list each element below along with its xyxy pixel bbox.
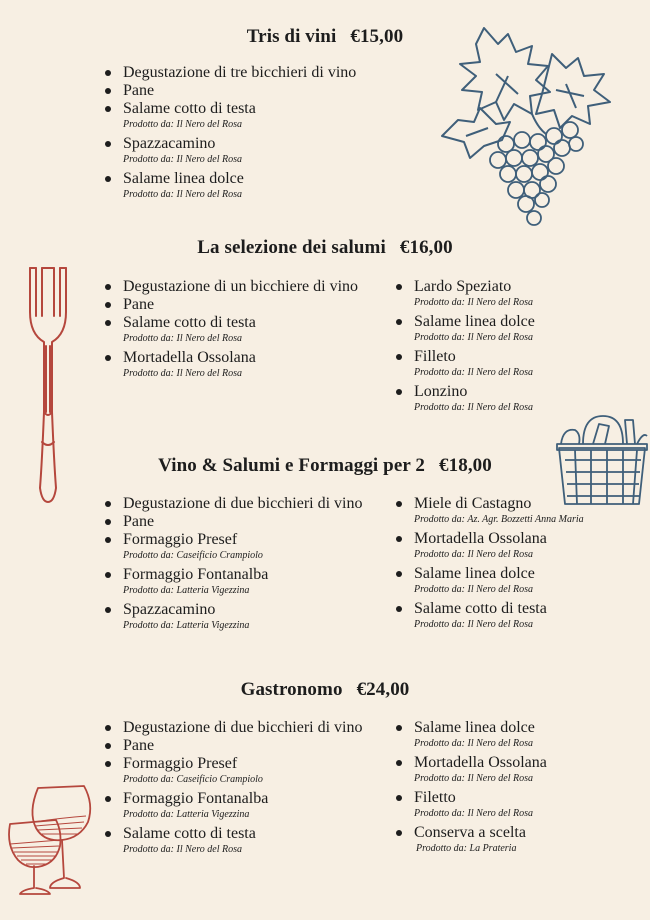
item-name: Pane (123, 737, 155, 754)
item-name: Degustazione di due bicchieri di vino (123, 495, 363, 512)
list-item (105, 170, 405, 202)
bullet-icon (396, 389, 402, 395)
item-producer: Prodotto da: Il Nero del Rosa (123, 333, 242, 344)
item-producer: Prodotto da: Il Nero del Rosa (414, 549, 533, 560)
bullet-icon (396, 571, 402, 577)
list-item (105, 719, 395, 737)
item-name: Lardo Speziato (414, 278, 512, 295)
list-item (105, 64, 405, 82)
list-item (105, 314, 395, 346)
item-producer: Prodotto da: Latteria Vigezzina (123, 620, 250, 631)
bullet-icon (105, 284, 111, 290)
list-item (105, 296, 395, 314)
item-name: Formaggio Fontanalba (123, 566, 269, 583)
item-producer: Prodotto da: Il Nero del Rosa (414, 619, 533, 630)
bullet-icon (105, 176, 111, 182)
list-item (396, 754, 626, 786)
picnic-basket-icon (553, 410, 650, 510)
bullet-icon (105, 355, 111, 361)
item-name: Mortadella Ossolana (414, 754, 547, 771)
section-name: La selezione dei salumi (197, 237, 386, 258)
item-name: Spazzacamino (123, 135, 216, 152)
list-item (105, 135, 405, 167)
left-column (105, 64, 405, 205)
item-producer: Prodotto da: Il Nero del Rosa (414, 773, 533, 784)
item-producer: Prodotto da: Il Nero del Rosa (414, 297, 533, 308)
list-item (105, 513, 395, 531)
item-producer: Prodotto da: Il Nero del Rosa (414, 367, 533, 378)
item-producer: Prodotto da: Il Nero del Rosa (123, 189, 242, 200)
section-name: Gastronomo (240, 679, 343, 700)
bullet-icon (396, 725, 402, 731)
bullet-icon (396, 536, 402, 542)
list-item (105, 100, 405, 132)
item-name: Degustazione di due bicchieri di vino (123, 719, 363, 736)
item-producer: Prodotto da: Latteria Vigezzina (123, 585, 250, 596)
wine-glasses-icon (4, 782, 98, 898)
item-producer: Prodotto da: Az. Agr. Bozzetti Anna Maria (414, 514, 584, 525)
item-producer: Prodotto da: Il Nero del Rosa (414, 402, 533, 413)
bullet-icon (105, 70, 111, 76)
bullet-icon (105, 725, 111, 731)
bullet-icon (396, 606, 402, 612)
right-column (396, 495, 641, 635)
item-producer: Prodotto da: Il Nero del Rosa (414, 584, 533, 595)
item-name: Formaggio Fontanalba (123, 790, 269, 807)
item-name: Degustazione di tre bicchieri di vino (123, 64, 357, 81)
grapes-icon (436, 24, 614, 230)
list-item (396, 348, 626, 380)
item-producer: Prodotto da: Il Nero del Rosa (414, 332, 533, 343)
item-producer: Prodotto da: Il Nero del Rosa (414, 808, 533, 819)
item-producer: Prodotto da: Il Nero del Rosa (123, 368, 242, 379)
list-item (396, 824, 626, 856)
item-name: Formaggio Presef (123, 531, 238, 548)
item-name: Mortadella Ossolana (414, 530, 547, 547)
item-name: Formaggio Presef (123, 755, 238, 772)
item-name: Salame linea dolce (414, 313, 535, 330)
item-name: Mortadella Ossolana (123, 349, 256, 366)
item-name: Spazzacamino (123, 601, 216, 618)
item-producer: Prodotto da: Caseificio Crampiolo (123, 774, 263, 785)
bullet-icon (105, 106, 111, 112)
list-item (396, 278, 626, 310)
bullet-icon (396, 795, 402, 801)
bullet-icon (105, 796, 111, 802)
item-producer: Prodotto da: Il Nero del Rosa (123, 119, 242, 130)
bullet-icon (105, 537, 111, 543)
section-name: Tris di vini (246, 26, 337, 47)
item-name: Filleto (414, 348, 456, 365)
left-column (105, 719, 395, 860)
list-item (396, 565, 641, 597)
bullet-icon (105, 88, 111, 94)
fork-icon (22, 262, 74, 506)
right-column (396, 278, 626, 418)
bullet-icon (105, 302, 111, 308)
item-producer: Prodotto da: Caseificio Crampiolo (123, 550, 263, 561)
list-item (105, 825, 395, 857)
list-item (105, 755, 395, 787)
item-producer: Prodotto da: La Prateria (416, 843, 517, 854)
list-item (105, 790, 395, 822)
bullet-icon (396, 354, 402, 360)
section-price: €15,00 (350, 26, 404, 47)
item-producer: Prodotto da: Il Nero del Rosa (123, 844, 242, 855)
item-name: Conserva a scelta (414, 824, 526, 841)
list-item (396, 719, 626, 751)
section-price: €18,00 (439, 455, 492, 476)
section-price: €16,00 (399, 237, 453, 258)
item-name: Filetto (414, 789, 456, 806)
bullet-icon (105, 320, 111, 326)
left-column (105, 278, 395, 384)
item-name: Salame linea dolce (414, 565, 535, 582)
item-name: Pane (123, 513, 155, 530)
bullet-icon (396, 830, 402, 836)
list-item (396, 789, 626, 821)
section-name: Vino & Salumi e Formaggi per 2 (158, 455, 426, 476)
bullet-icon (105, 519, 111, 525)
item-name: Pane (123, 82, 155, 99)
section-title (0, 237, 650, 259)
list-item (396, 313, 626, 345)
bullet-icon (396, 760, 402, 766)
bullet-icon (105, 572, 111, 578)
bullet-icon (105, 831, 111, 837)
item-name: Salame cotto di testa (123, 825, 256, 842)
bullet-icon (396, 501, 402, 507)
item-producer: Prodotto da: Latteria Vigezzina (123, 809, 250, 820)
item-name: Salame linea dolce (123, 170, 244, 187)
bullet-icon (396, 284, 402, 290)
section-price: €24,00 (356, 679, 410, 700)
list-item (105, 737, 395, 755)
list-item (105, 566, 395, 598)
list-item (105, 531, 395, 563)
list-item (105, 349, 395, 381)
list-item (396, 530, 641, 562)
item-name: Salame cotto di testa (414, 600, 547, 617)
bullet-icon (105, 607, 111, 613)
bullet-icon (396, 319, 402, 325)
item-name: Salame linea dolce (414, 719, 535, 736)
item-name: Salame cotto di testa (123, 100, 256, 117)
list-item (396, 600, 641, 632)
right-column (396, 719, 626, 859)
list-item (105, 278, 395, 296)
bullet-icon (105, 743, 111, 749)
item-name: Salame cotto di testa (123, 314, 256, 331)
item-producer: Prodotto da: Il Nero del Rosa (123, 154, 242, 165)
item-name: Pane (123, 296, 155, 313)
list-item (105, 82, 405, 100)
bullet-icon (105, 761, 111, 767)
item-producer: Prodotto da: Il Nero del Rosa (414, 738, 533, 749)
list-item (105, 495, 395, 513)
list-item (105, 601, 395, 633)
bullet-icon (105, 141, 111, 147)
left-column (105, 495, 395, 636)
item-name: Lonzino (414, 383, 468, 400)
bullet-icon (105, 501, 111, 507)
item-name: Miele di Castagno (414, 495, 532, 512)
item-name: Degustazione di un bicchiere di vino (123, 278, 359, 295)
section-title (0, 679, 650, 701)
